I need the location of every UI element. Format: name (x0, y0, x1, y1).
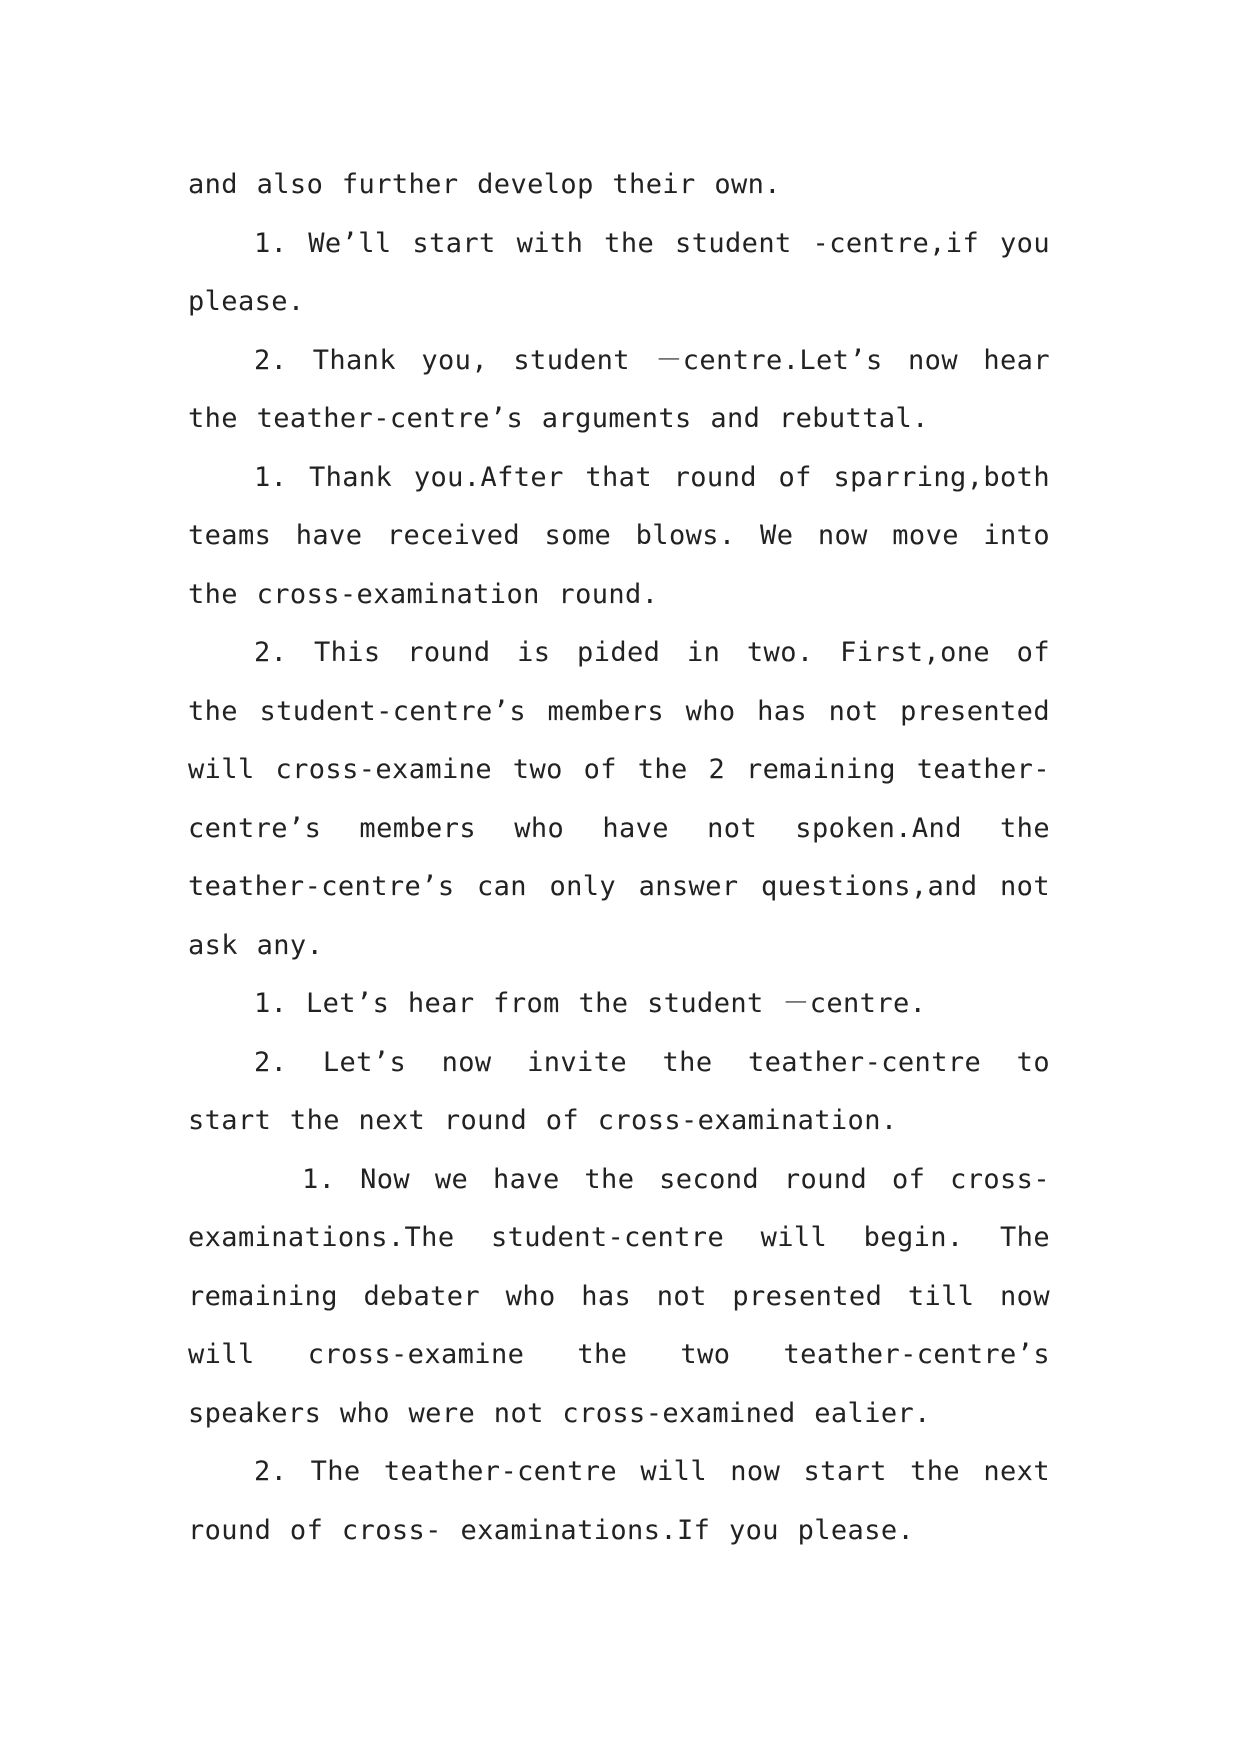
paragraph-teather-centre-next-round: 2. The teather-centre will now start the next round of cross- examinations.If you please. (188, 1456, 1050, 1546)
paragraph-start-student-centre: 1. We’ll start with the student -centre,if you please. (188, 227, 1050, 317)
paragraph-thank-student-centre: 2. Thank you, student －centre.Let’s now hear the teather-centre’s arguments and rebuttal. (188, 344, 1050, 434)
paragraph-second-round: 1. Now we have the second round of cross-examinations.The student-centre will begin. The remaining debater who has not presented till now will cross-examine the two teather-centre’s speakers who were not cross-examined ealier. (188, 1163, 1050, 1429)
paragraph-hear-student-centre: 1. Let’s hear from the student －centre. (254, 988, 927, 1019)
paragraph-cross-examination-intro: 1. Thank you.After that round of sparring,both teams have received some blows. We now move into the cross-examination round. (188, 461, 1050, 610)
document-body (188, 156, 1050, 1560)
paragraph-continuation: and also further develop their own. (188, 169, 781, 200)
paragraph-round-rules: 2. This round is pided in two. First,one of the student-centre’s members who has not presented will cross-examine two of the 2 remaining teather-centre’s members who have not spoken.And the teather-centre’s can only answer questions,and not ask any. (188, 637, 1050, 961)
paragraph-invite-teather-centre: 2. Let’s now invite the teather-centre to start the next round of cross-examination. (188, 1046, 1050, 1136)
